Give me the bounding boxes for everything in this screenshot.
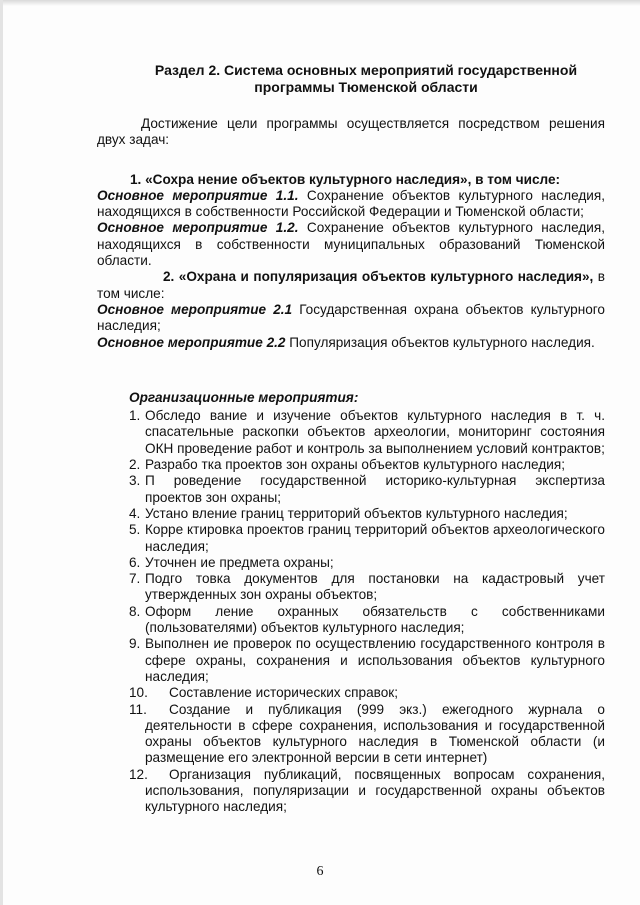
list-item	[97, 473, 605, 506]
section-heading-line1: Раздел 2. Система основных мероприятий государственной	[154, 62, 578, 78]
org-measures-title: Организационные мероприятия:	[129, 389, 359, 405]
list-item-number: 10.	[129, 685, 148, 701]
measure-1-2-label: Основное мероприятие 1.2.	[97, 220, 299, 236]
list-item-number: 12.	[129, 766, 148, 782]
measure-1-2-text: Сохранение объектов культурного наследия, находящихся в собственности муниципальных образований Тюменской области.	[97, 220, 605, 269]
section-heading-line2: программы Тюменской области	[254, 79, 478, 95]
measure-1-1-label: Основное мероприятие 1.1.	[97, 187, 299, 203]
measure-1-1	[97, 188, 605, 221]
measure-2-1	[97, 302, 605, 335]
org-measures-list	[97, 408, 605, 815]
measure-2-2-label: Основное мероприятие 2.2	[97, 334, 286, 350]
list-item	[97, 604, 605, 637]
measure-2-1-label: Основное мероприятие 2.1	[97, 301, 293, 317]
list-item	[97, 555, 605, 571]
list-item-text: Обследо вание и изучение объектов культурного наследия в т. ч. спасательные раскопки объектов археологии, мониторинг состояния ОКН проведение работ и контроль за выполнением условий контрактов;	[145, 408, 605, 456]
list-item-number: 11.	[129, 701, 147, 717]
list-item	[97, 767, 605, 816]
list-item-text: Организация публикаций, посвященных вопросам сохранения, использования, популяризации и государственной охраны объектов культурного наследия;	[145, 766, 605, 815]
page-content	[97, 62, 605, 816]
list-item-text: Выполнен ие проверок по осуществлению государственного контроля в сфере охраны, сохранения и использования объектов культурного наследия;	[145, 636, 605, 684]
list-item	[97, 522, 605, 555]
measure-2-2	[97, 335, 605, 351]
list-item-number: 7.	[129, 571, 141, 587]
list-item-text: Уточнен ие предмета охраны;	[145, 554, 334, 570]
list-item	[97, 636, 605, 685]
list-item-number: 5.	[129, 522, 141, 538]
page-number: 6	[316, 864, 324, 879]
list-item-number: 8.	[129, 603, 141, 619]
list-item-number: 2.	[129, 457, 141, 473]
list-item	[97, 571, 605, 604]
list-item-number: 1.	[129, 408, 141, 424]
list-item-text: Устано вление границ территорий объектов культурного наследия;	[145, 505, 568, 521]
list-item-text: Корре ктировка проектов границ территорий объектов археологического наследия;	[145, 522, 605, 554]
measure-1-2	[97, 220, 605, 269]
list-item-number: 9.	[129, 636, 141, 652]
task-2-title	[97, 269, 605, 302]
intro-paragraph: Достижение цели программы осуществляется посредством решения двух задач:	[97, 116, 605, 148]
list-item-number: 4.	[129, 505, 141, 521]
measure-2-1-text: Государственная охрана объектов культурного наследия;	[97, 301, 605, 334]
list-item-number: 6.	[129, 554, 141, 570]
section-heading	[97, 62, 605, 96]
list-item	[97, 457, 605, 473]
list-item-text: Оформ ление охранных обязательств с собственниками (пользователями) объектов культурного наследия;	[145, 603, 605, 636]
list-item-number: 3.	[129, 473, 141, 489]
list-item	[97, 685, 605, 701]
list-item-text: Создание и публикация (999 экз.) ежегодного журнала о деятельности в сфере сохранения, использования и государственной охраны объектов культурного наследия в Тюменской области (и размещение его электронной версии в сети интернет)	[145, 701, 605, 766]
task-1-title: 1. «Сохра нение объектов культурного наследия», в том числе:	[130, 171, 561, 187]
measure-1-1-text: Сохранение объектов культурного наследия, находящихся в собственности Российской Федерации и Тюменской области;	[97, 187, 605, 220]
list-item-text: Подго товка документов для постановки на кадастровый учет утвержденных зон охраны объектов;	[145, 571, 605, 603]
scan-edge-left	[0, 0, 3, 905]
list-item	[97, 408, 605, 457]
scan-edge-top	[0, 0, 640, 6]
list-item-text: П роведение государственной историко-культурная экспертиза проектов зон охраны;	[145, 473, 605, 505]
list-item-text: Разрабо тка проектов зон охраны объектов культурного наследия;	[145, 457, 565, 473]
task-2-title-bold: 2. «Охрана и популяризация объектов культурного наследия»,	[163, 269, 594, 285]
list-item	[97, 506, 605, 522]
task-2-title-tail: в том числе:	[97, 269, 605, 301]
list-item-text: Составление исторических справок;	[169, 685, 399, 701]
measure-2-2-text: Популяризация объектов культурного наследия.	[285, 334, 595, 350]
list-item	[97, 702, 605, 767]
